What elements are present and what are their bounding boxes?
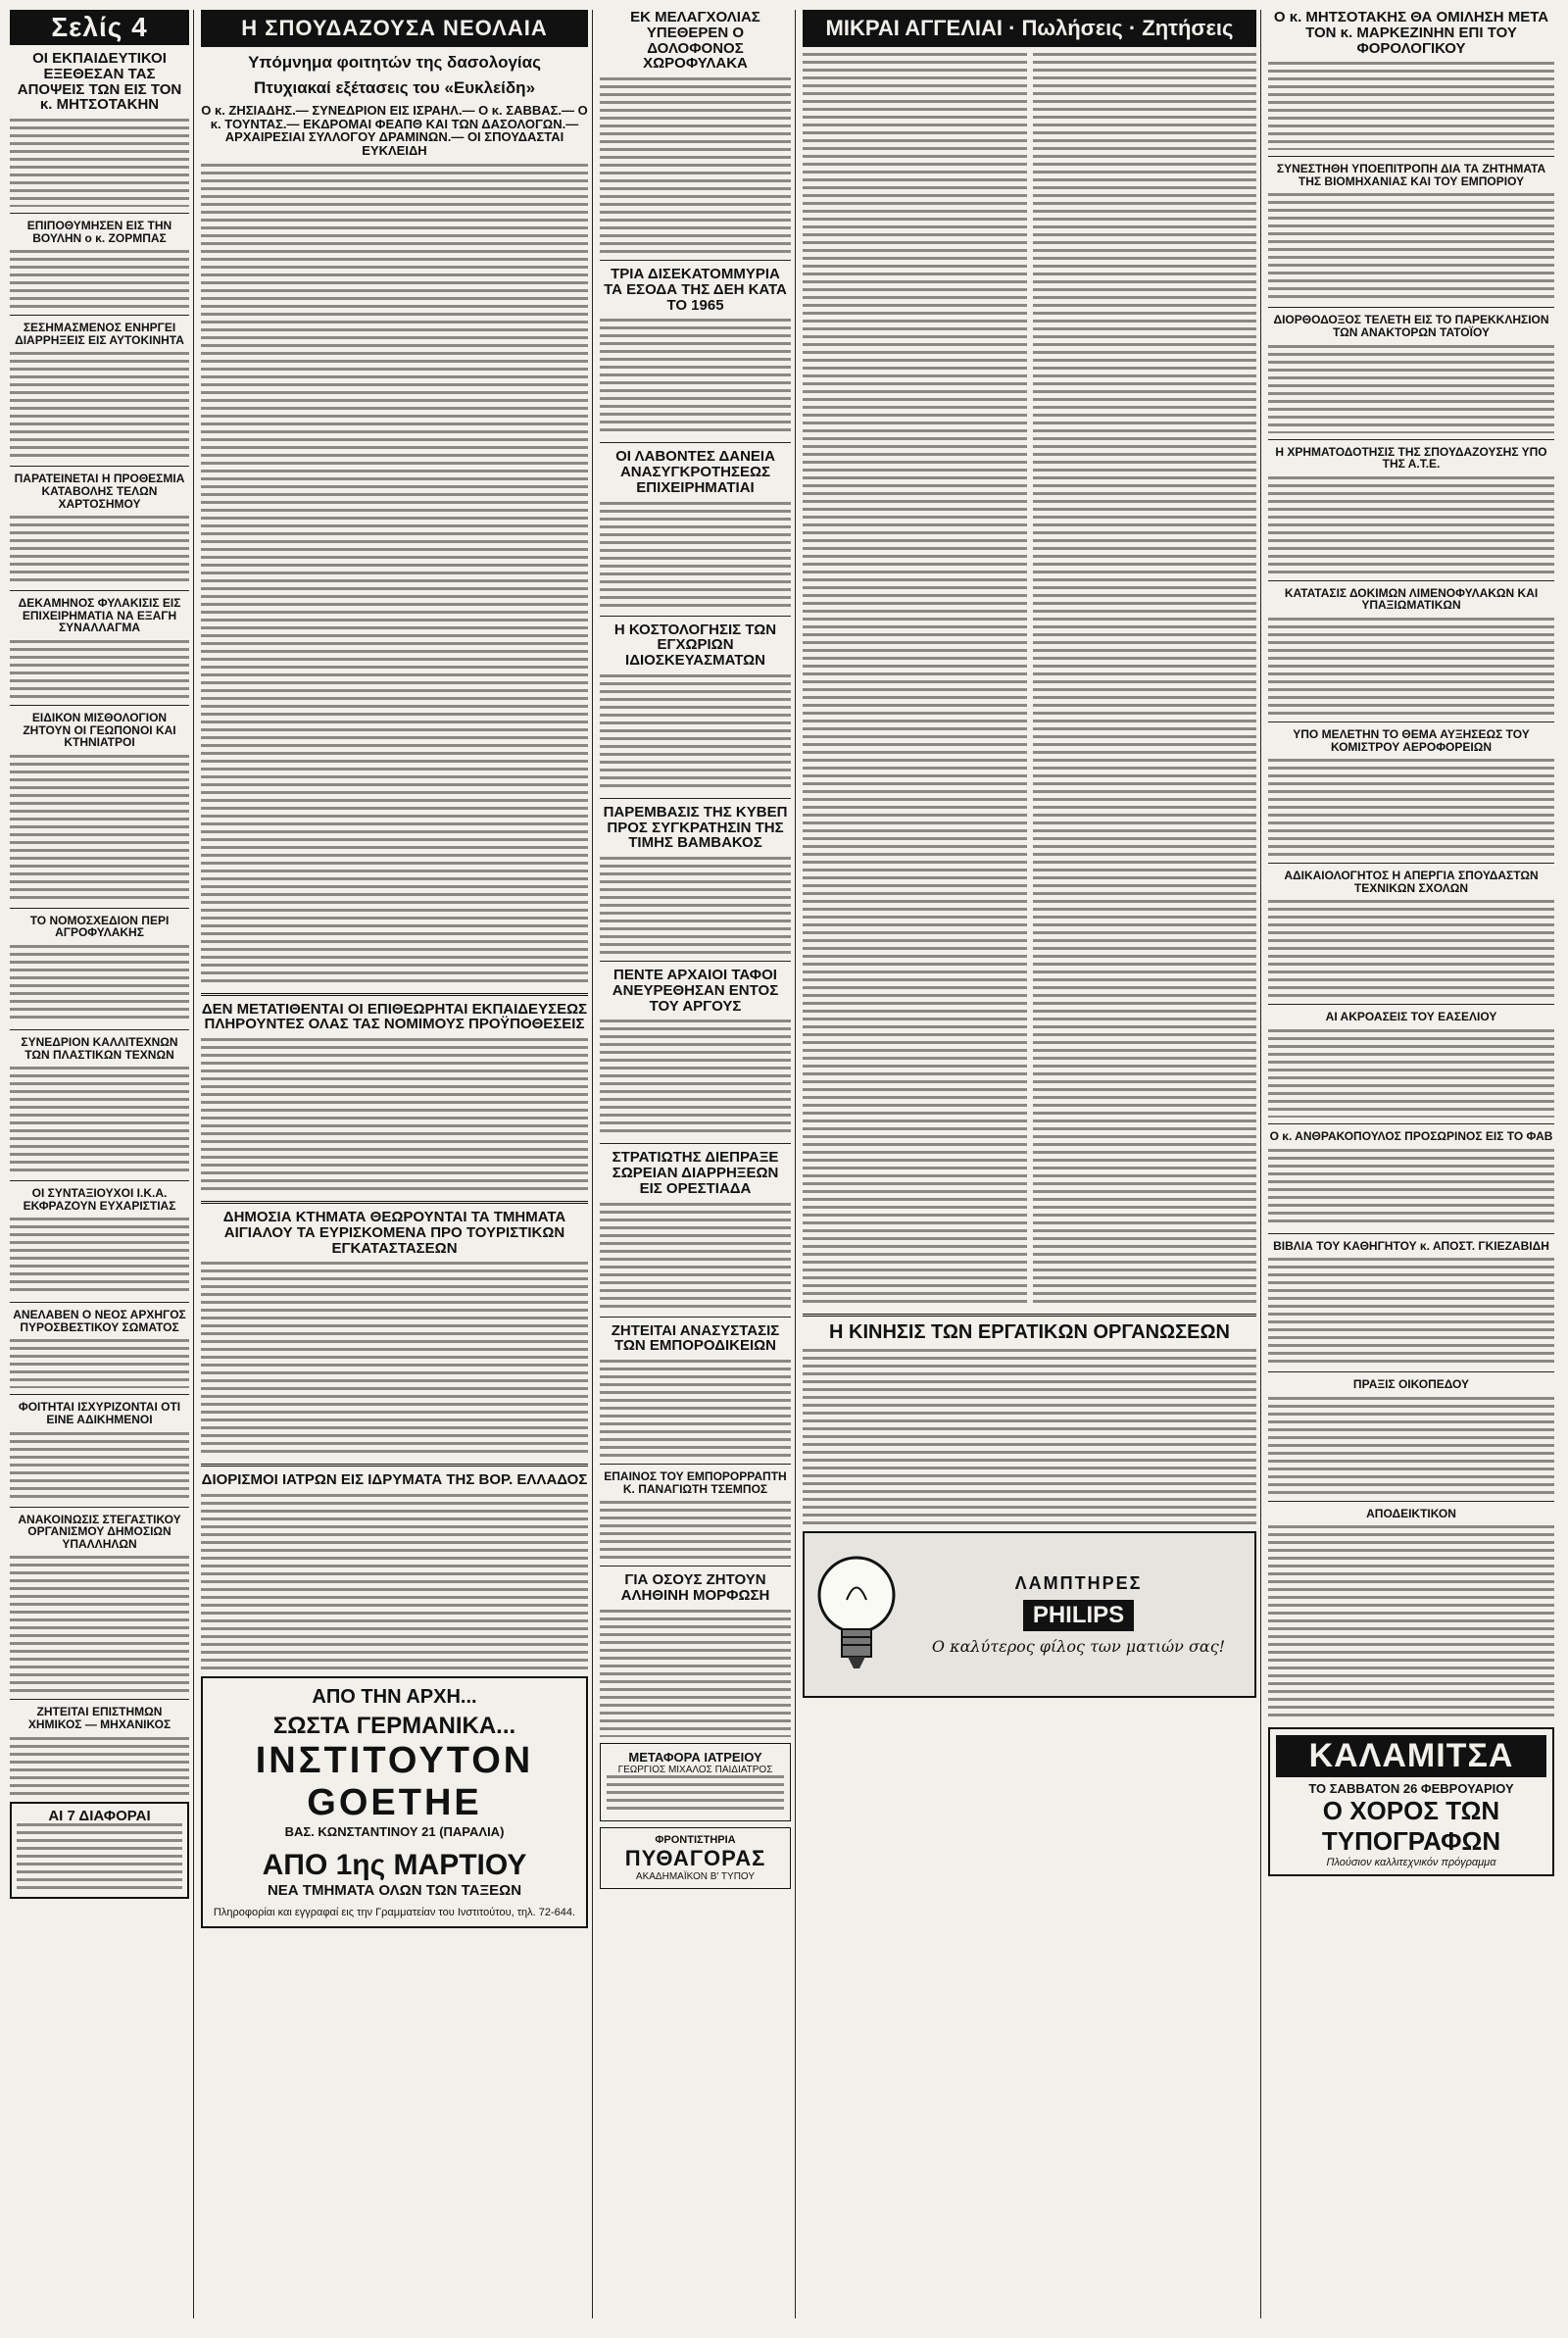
newspaper-page	[10, 10, 1558, 2318]
headline: ΤΟ ΝΟΜΟΣΧΕΔΙΟΝ ΠΕΡΙ ΑΓΡΟΦΥΛΑΚΗΣ	[29, 913, 170, 940]
article-text	[201, 1262, 588, 1458]
headline: ΑΙ ΑΚΡΟΑΣΕΙΣ ΤΟΥ ΕΑΣΕΛΙΟΥ	[1325, 1010, 1497, 1024]
philips-ad	[803, 1531, 1256, 1698]
article-text	[600, 674, 791, 792]
divider	[1268, 1501, 1554, 1502]
ad-date: ΤΟ ΣΑΒΒΑΤΟΝ 26 ΦΕΒΡΟΥΑΡΙΟΥ	[1308, 1781, 1514, 1797]
ad-title: ΛΑΜΠΤΗΡΕΣ	[1014, 1573, 1143, 1593]
divider	[600, 1566, 791, 1567]
headline: ΠΑΡΑΤΕΙΝΕΤΑΙ Η ΠΡΟΘΕΣΜΙΑ ΚΑΤΑΒΟΛΗΣ ΤΕΛΩΝ ΧΑΡΤΟΣΗΜΟΥ	[14, 472, 185, 511]
article-text	[600, 1203, 791, 1311]
divider	[1268, 1123, 1554, 1124]
headline: ΕΠΑΙΝΟΣ ΤΟΥ ΕΜΠΟΡΟΡΡΑΠΤΗ Κ. ΠΑΝΑΓΙΩΤΗ ΤΣΕΜΠΟΣ	[604, 1469, 787, 1496]
article-text	[600, 1610, 791, 1737]
article-text	[1268, 345, 1554, 433]
headline: ΟΙ ΛΑΒΟΝΤΕΣ ΔΑΝΕΙΑ ΑΝΑΣΥΓΚΡΟΤΗΣΕΩΣ ΕΠΙΧΕΙΡΗΜΑΤΙΑΙ	[615, 448, 775, 496]
article-text	[10, 516, 189, 584]
article-text	[1268, 1029, 1554, 1118]
headline: ΑΔΙΚΑΙΟΛΟΓΗΤΟΣ Η ΑΠΕΡΓΙΑ ΣΠΟΥΔΑΣΤΩΝ ΤΕΧΝΙΚΩΝ ΣΧΟΛΩΝ	[1284, 869, 1539, 895]
ad-title: ΚΑΛΑΜΙΤΣΑ	[1276, 1735, 1546, 1777]
divider	[1268, 439, 1554, 440]
headline: ΦΟΙΤΗΤΑΙ ΙΣΧΥΡΙΖΟΝΤΑΙ ΟΤΙ ΕΙΝΕ ΑΔΙΚΗΜΕΝΟΙ	[18, 1400, 181, 1427]
headline: ΕΠΙΠΟΘΥΜΗΣΕΝ ΕΙΣ ΤΗΝ ΒΟΥΛΗΝ ο κ. ΖΟΡΜΠΑΣ	[26, 219, 172, 245]
divider	[10, 1507, 189, 1508]
column-5	[1268, 10, 1558, 2318]
headline: ΑΝΑΚΟΙΝΩΣΙΣ ΣΤΕΓΑΣΤΙΚΟΥ ΟΡΓΑΝΙΣΜΟΥ ΔΗΜΟΣΙΩΝ ΥΠΑΛΛΗΛΩΝ	[18, 1512, 181, 1551]
headline: Ο κ. ΑΝΘΡΑΚΟΠΟΥΛΟΣ ΠΡΟΣΩΡΙΝΟΣ ΕΙΣ ΤΟ ΦΑΒ	[1269, 1128, 1553, 1143]
column-1	[10, 10, 194, 2318]
divider	[1268, 1004, 1554, 1005]
column-2	[201, 10, 593, 2318]
ad-title: ΑΙ 7 ΔΙΑΦΟΡΑΙ	[48, 1807, 151, 1824]
deck: Ο κ. ΖΗΣΙΑΔΗΣ.— ΣΥΝΕΔΡΙΟΝ ΕΙΣ ΙΣΡΑΗΛ.— Ο κ. ΣΑΒΒΑΣ.— Ο κ. ΤΟΥΝΤΑΣ.— ΕΚΔΡΟΜΑΙ ΦΕΑΠΘ ΚΑΙ ΤΩΝ ΔΑΣΟΛΟΓΩΝ.— ΑΡΧΑΙΡΕΣΙΑΙ ΣΥΛΛΟΓΟΥ ΔΡΑΜΙΝΩΝ.— ΟΙ ΣΠΟΥΔΑΣΤΑΙ ΕΥΚΛΕΙΔΗ	[201, 103, 588, 158]
article-text	[10, 119, 189, 207]
article-text	[10, 755, 189, 902]
article-text	[1268, 62, 1554, 150]
ad-line: ΑΠΟ 1ης ΜΑΡΤΙΟΥ	[262, 1849, 527, 1882]
doctor-ad	[600, 1743, 791, 1821]
ad-title: ΙΝΣΤΙΤΟΥΤΟΝ GOETHE	[255, 1740, 534, 1824]
ad-title: ΜΕΤΑΦΟΡΑ ΙΑΤΡΕΙΟΥ	[628, 1749, 762, 1765]
column-4	[803, 10, 1261, 2318]
divider	[201, 993, 588, 996]
divider	[10, 705, 189, 706]
headline: ΔΗΜΟΣΙΑ ΚΤΗΜΑΤΑ ΘΕΩΡΟΥΝΤΑΙ ΤΑ ΤΜΗΜΑΤΑ ΑΙΓΙΑΛΟΥ ΤΑ ΕΥΡΙΣΚΟΜΕΝΑ ΠΡΟ ΤΟΥΡΙΣΤΙΚΩΝ ΕΓΚΑΤΑΣΤΑΣΕΩΝ	[222, 1209, 566, 1257]
article-text	[1268, 1149, 1554, 1227]
headline: ΤΡΙΑ ΔΙΣΕΚΑΤΟΜΜΥΡΙΑ ΤΑ ΕΣΟΔΑ ΤΗΣ ΔΕΗ ΚΑΤΑ ΤΟ 1965	[604, 266, 787, 314]
headline: Η ΧΡΗΜΑΤΟΔΟΤΗΣΙΣ ΤΗΣ ΣΠΟΥΔΑΖΟΥΣΗΣ ΥΠΟ ΤΗΣ Α.Τ.Ε.	[1275, 444, 1547, 472]
article-text	[600, 1020, 791, 1137]
article-text	[600, 857, 791, 955]
article-text	[201, 1038, 588, 1195]
article-text	[10, 640, 189, 699]
headline: ΔΕΝ ΜΕΤΑΤΙΘΕΝΤΑΙ ΟΙ ΕΠΙΘΕΩΡΗΤΑΙ ΕΚΠΑΙΔΕΥΣΕΩΣ ΠΛΗΡΟΥΝΤΕΣ ΟΛΑΣ ΤΑΣ ΝΟΜΙΜΟΥΣ ΠΡΟΫΠΟΘΕΣΕΙΣ	[201, 1000, 588, 1033]
ad-line: ΓΕΩΡΓΙΟΣ ΜΙΧΑΛΟΣ ΠΑΙΔΙΑΤΡΟΣ	[617, 1764, 773, 1775]
article-text	[1268, 1397, 1554, 1495]
divider	[10, 466, 189, 467]
divider	[1268, 307, 1554, 308]
article-text	[1268, 1525, 1554, 1721]
article-text	[803, 1349, 1256, 1525]
divider	[201, 1201, 588, 1204]
divider	[600, 961, 791, 962]
headline: ΠΕΝΤΕ ΑΡΧΑΙΟΙ ΤΑΦΟΙ ΑΝΕΥΡΕΘΗΣΑΝ ΕΝΤΟΣ ΤΟΥ ΑΡΓΟΥΣ	[612, 967, 779, 1015]
article-text	[1268, 1258, 1554, 1366]
column-3	[600, 10, 796, 2318]
divider	[600, 1464, 791, 1465]
article-text	[600, 319, 791, 436]
headline: ΓΙΑ ΟΣΟΥΣ ΖΗΤΟΥΝ ΑΛΗΘΙΝΗ ΜΟΡΦΩΣΗ	[620, 1571, 770, 1604]
divider	[600, 442, 791, 443]
headline: ΣΥΝΕΣΤΗΘΗ ΥΠΟΕΠΙΤΡΟΠΗ ΔΙΑ ΤΑ ΖΗΤΗΜΑΤΑ ΤΗΣ ΒΙΟΜΗΧΑΝΙΑΣ ΚΑΙ ΤΟΥ ΕΜΠΟΡΙΟΥ	[1276, 162, 1546, 188]
ad-line: ΝΕΑ ΤΜΗΜΑΤΑ ΟΛΩΝ ΤΩΝ ΤΑΞΕΩΝ	[267, 1882, 522, 1900]
article-text	[10, 352, 189, 460]
headline: ΣΥΝΕΔΡΙΟΝ ΚΑΛΛΙΤΕΧΝΩΝ ΤΩΝ ΠΛΑΣΤΙΚΩΝ ΤΕΧΝΩΝ	[21, 1034, 178, 1062]
ad-event: Ο ΧΟΡΟΣ ΤΩΝ ΤΥΠΟΓΡΑΦΩΝ	[1321, 1796, 1501, 1857]
divider	[10, 1302, 189, 1303]
ad-line: ΣΩΣΤΑ ΓΕΡΜΑΝΙΚΑ...	[272, 1713, 516, 1740]
headline: ΥΠΟ ΜΕΛΕΤΗΝ ΤΟ ΘΕΜΑ ΑΥΞΗΣΕΩΣ ΤΟΥ ΚΟΜΙΣΤΡΟΥ ΑΕΡΟΦΟΡΕΙΩΝ	[1293, 727, 1530, 754]
divider	[10, 1029, 189, 1030]
article-text	[10, 1432, 189, 1501]
headline: ΖΗΤΕΙΤΑΙ ΕΠΙΣΤΗΜΩΝ ΧΗΜΙΚΟΣ — ΜΗΧΑΝΙΚΟΣ	[27, 1705, 172, 1732]
classifieds-banner: ΜΙΚΡΑΙ ΑΓΓΕΛΙΑΙ · Πωλήσεις · Ζητήσεις	[803, 10, 1256, 47]
article-text	[201, 1494, 588, 1670]
divider	[1268, 1371, 1554, 1372]
goethe-ad	[201, 1676, 588, 1928]
article-text	[600, 77, 791, 254]
divider	[10, 1394, 189, 1395]
headline: ΑΝΕΛΑΒΕΝ Ο ΝΕΟΣ ΑΡΧΗΓΟΣ ΠΥΡΟΣΒΕΣΤΙΚΟΥ ΣΩΜΑΤΟΣ	[13, 1308, 186, 1334]
headline: ΕΚ ΜΕΛΑΓΧΟΛΙΑΣ ΥΠΕΘΕΡΕΝ Ο ΔΟΛΟΦΟΝΟΣ ΧΩΡΟΦΥΛΑΚΑ	[630, 10, 760, 73]
headline: ΒΙΒΛΙΑ ΤΟΥ ΚΑΘΗΓΗΤΟΥ κ. ΑΠΟΣΤ. ΓΚΙΕΖΑΒΙΔΗ	[1273, 1238, 1549, 1253]
ad-line: Πλούσιον καλλιτεχνικόν πρόγραμμα	[1326, 1857, 1496, 1869]
article-text	[1268, 900, 1554, 998]
divider	[10, 1180, 189, 1181]
article-text	[1268, 193, 1554, 301]
kalamitsa-ad	[1268, 1727, 1554, 1876]
tutoring-ad	[600, 1827, 791, 1889]
brand-logo: PHILIPS	[1023, 1600, 1134, 1631]
headline: ΟΙ ΕΚΠΑΙΔΕΥΤΙΚΟΙ ΕΞΕΘΕΣΑΝ ΤΑΣ ΑΠΟΨΕΙΣ ΤΩΝ ΕΙΣ ΤΟΝ κ. ΜΗΤΣΟΤΑΚΗΝ	[17, 50, 182, 114]
section-headline: Η ΚΙΝΗΣΙΣ ΤΩΝ ΕΡΓΑΤΙΚΩΝ ΟΡΓΑΝΩΣΕΩΝ	[829, 1321, 1230, 1343]
headline: ΔΙΟΡΘΟΔΟΞΟΣ ΤΕΛΕΤΗ ΕΙΣ ΤΟ ΠΑΡΕΚΚΛΗΣΙΟΝ ΤΩΝ ΑΝΑΚΤΟΡΩΝ ΤΑΤΟΪΟΥ	[1273, 313, 1549, 340]
classifieds-column	[803, 53, 1027, 1308]
ad-line: ΑΠΟ ΤΗΝ ΑΡΧΗ...	[312, 1686, 477, 1709]
headline: ΔΕΚΑΜΗΝΟΣ ΦΥΛΑΚΙΣΙΣ ΕΙΣ ΕΠΙΧΕΙΡΗΜΑΤΙΑ ΝΑ ΕΞΑΓΗ ΣΥΝΑΛΛΑΓΜΑ	[18, 596, 181, 635]
ad-title: ΠΥΘΑΓΟΡΑΣ	[624, 1845, 766, 1870]
article-text	[1268, 759, 1554, 857]
divider	[1268, 156, 1554, 157]
headline: ΚΑΤΑΤΑΣΙΣ ΔΟΚΙΜΩΝ ΛΙΜΕΝΟΦΥΛΑΚΩΝ ΚΑΙ ΥΠΑΞΙΩΜΑΤΙΚΩΝ	[1284, 585, 1539, 613]
article-text	[10, 250, 189, 309]
headline: Η ΚΟΣΤΟΛΟΓΗΣΙΣ ΤΩΝ ΕΓΧΩΡΙΩΝ ΙΔΙΟΣΚΕΥΑΣΜΑΤΩΝ	[613, 621, 777, 669]
article-text	[600, 502, 791, 610]
article-text	[10, 1737, 189, 1796]
subheadline: Υπόμνημα φοιτητών της δασολογίας	[248, 53, 541, 72]
classifieds-column	[1033, 53, 1257, 1308]
ad-line: ΑΚΑΔΗΜΑΪΚΟΝ Β' ΤΥΠΟΥ	[635, 1870, 756, 1882]
article-text	[10, 1067, 189, 1174]
section-banner: Η ΣΠΟΥΔΑΖΟΥΣΑ ΝΕΟΛΑΙΑ	[201, 10, 588, 47]
ad-text	[17, 1823, 182, 1892]
ad-text	[607, 1775, 784, 1815]
headline: ΑΠΟΔΕΙΚΤΙΚΟΝ	[1366, 1506, 1456, 1520]
divider	[803, 1314, 1256, 1317]
divider	[1268, 863, 1554, 864]
article-text	[600, 1360, 791, 1458]
headline: ΟΙ ΣΥΝΤΑΞΙΟΥΧΟΙ Ι.Κ.Α. ΕΚΦΡΑΖΟΥΝ ΕΥΧΑΡΙΣΤΙΑΣ	[23, 1186, 176, 1213]
divider	[10, 315, 189, 316]
ad-address: ΒΑΣ. ΚΩΝΣΤΑΝΤΙΝΟΥ 21 (ΠΑΡΑΛΙΑ)	[284, 1824, 505, 1840]
ad-box	[10, 1802, 189, 1900]
divider	[600, 1317, 791, 1318]
ad-line: ΦΡΟΝΤΙΣΤΗΡΙΑ	[655, 1833, 736, 1846]
article-text	[1268, 476, 1554, 574]
divider	[600, 1143, 791, 1144]
classifieds-grid	[803, 53, 1256, 1308]
divider	[600, 260, 791, 261]
article-text	[201, 164, 588, 987]
article-text	[10, 1556, 189, 1693]
headline: Ο κ. ΜΗΤΣΟΤΑΚΗΣ ΘΑ ΟΜΙΛΗΣΗ ΜΕΤΑ ΤΟΝ κ. ΜΑΡΚΕΖΙΝΗΝ ΕΠΙ ΤΟΥ ΦΟΡΟΛΟΓΙΚΟΥ	[1273, 10, 1549, 57]
divider	[10, 213, 189, 214]
divider	[1268, 1233, 1554, 1234]
headline: ΠΡΑΞΙΣ ΟΙΚΟΠΕΔΟΥ	[1352, 1377, 1470, 1392]
headline: ΠΑΡΕΜΒΑΣΙΣ ΤΗΣ ΚΥΒΕΠ ΠΡΟΣ ΣΥΓΚΡΑΤΗΣΙΝ ΤΗΣ ΤΙΜΗΣ ΒΑΜΒΑΚΟΣ	[603, 803, 788, 852]
divider	[201, 1464, 588, 1467]
ad-contact: Πληροφορίαι και εγγραφαί εις την Γραμματείαν του Ινστιτούτου, τηλ. 72-644.	[213, 1907, 576, 1919]
headline: ΕΙΔΙΚΟΝ ΜΙΣΘΟΛΟΓΙΟΝ ΖΗΤΟΥΝ ΟΙ ΓΕΩΠΟΝΟΙ ΚΑΙ ΚΤΗΝΙΑΤΡΟΙ	[23, 710, 176, 750]
light-bulb-icon	[812, 1541, 901, 1688]
ad-slogan: Ο καλύτερος φίλος των ματιών σας!	[931, 1637, 1226, 1656]
article-text	[600, 1501, 791, 1560]
headline: ΣΕΣΗΜΑΣΜΕΝΟΣ ΕΝΗΡΓΕΙ ΔΙΑΡΡΗΞΕΙΣ ΕΙΣ ΑΥΤΟΚΙΝΗΤΑ	[15, 321, 184, 347]
article-text	[10, 1339, 189, 1388]
headline: ΔΙΟΡΙΣΜΟΙ ΙΑΤΡΩΝ ΕΙΣ ΙΔΡΥΜΑΤΑ ΤΗΣ ΒΟΡ. ΕΛΛΑΔΟΣ	[201, 1471, 588, 1489]
article-text	[1268, 618, 1554, 716]
divider	[1268, 580, 1554, 581]
page-number-logo: Σελίς 4	[10, 10, 189, 45]
divider	[1268, 721, 1554, 722]
divider	[10, 1699, 189, 1700]
divider	[10, 590, 189, 591]
divider	[10, 908, 189, 909]
headline: ΖΗΤΕΙΤΑΙ ΑΝΑΣΥΣΤΑΣΙΣ ΤΩΝ ΕΜΠΟΡΟΔΙΚΕΙΩΝ	[611, 1321, 780, 1355]
article-text	[10, 1218, 189, 1296]
subheadline: Πτυχιακαί εξέτασεις του «Ευκλείδη»	[253, 78, 536, 97]
divider	[600, 798, 791, 799]
article-text	[10, 945, 189, 1023]
divider	[600, 616, 791, 617]
headline: ΣΤΡΑΤΙΩΤΗΣ ΔΙΕΠΡΑΞΕ ΣΩΡΕΙΑΝ ΔΙΑΡΡΗΞΕΩΝ ΕΙΣ ΟΡΕΣΤΙΑΔΑ	[612, 1149, 779, 1197]
